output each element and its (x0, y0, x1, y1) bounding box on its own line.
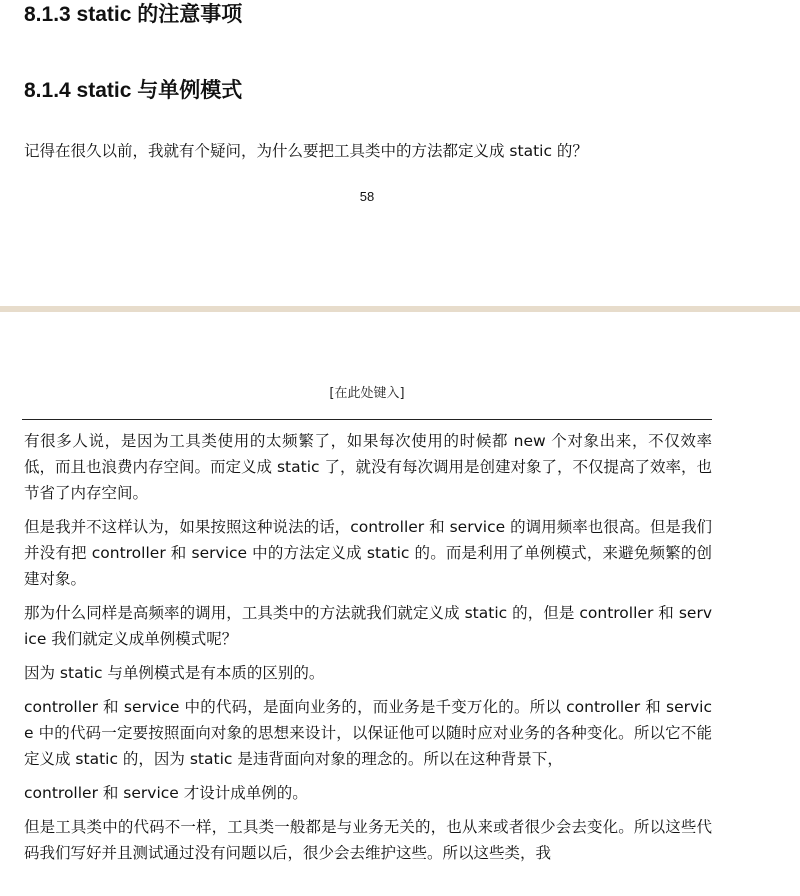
page-number: 58 (359, 189, 375, 204)
page-header: [在此处键入] (329, 386, 405, 401)
section-heading-static-singleton: 8.1.4 static 与单例模式 (24, 79, 243, 102)
body-paragraph: controller 和 service 才设计成单例的。 (24, 784, 308, 802)
document-page-lower (0, 312, 800, 896)
header-divider (22, 419, 712, 420)
body-paragraph: controller 和 service 中的代码，是面向业务的，而业务是千变万化的。所以 controller 和 service 中的代码一定要按照面向对象的思想来设计，以保证他可以随时应对业务的各种变化。所以它不能定义成 static 的，因为 static 是违背面向对象的理念的。所以在这种背景下， (24, 698, 712, 768)
section-heading-static-notes: 8.1.3 static 的注意事项 (24, 3, 243, 26)
body-paragraph: 但是我并不这样认为，如果按照这种说法的话，controller 和 service 的调用频率也很高。但是我们并没有把 controller 和 service 中的方法定义成 static 的。而是利用了单例模式，来避免频繁的创建对象。 (24, 518, 712, 588)
document-page-upper (0, 0, 800, 306)
body-paragraph: 因为 static 与单例模式是有本质的区别的。 (24, 664, 325, 682)
page-body (24, 428, 712, 874)
body-paragraph: 但是工具类中的代码不一样，工具类一般都是与业务无关的，也从来或者很少会去变化。所以这些代码我们写好并且测试通过没有问题以后，很少会去维护这些。所以这些类，我 (24, 818, 712, 862)
body-paragraph: 有很多人说，是因为工具类使用的太频繁了，如果每次使用的时候都 new 个对象出来，不仅效率低，而且也浪费内存空间。而定义成 static 了，就没有每次调用是创建对象了，不仅提高了效率，也节省了内存空间。 (24, 432, 712, 502)
body-paragraph: 那为什么同样是高频率的调用，工具类中的方法就我们就定义成 static 的，但是 controller 和 service 我们就定义成单例模式呢？ (24, 604, 712, 648)
intro-paragraph: 记得在很久以前，我就有个疑问，为什么要把工具类中的方法都定义成 static 的？ (24, 142, 588, 160)
